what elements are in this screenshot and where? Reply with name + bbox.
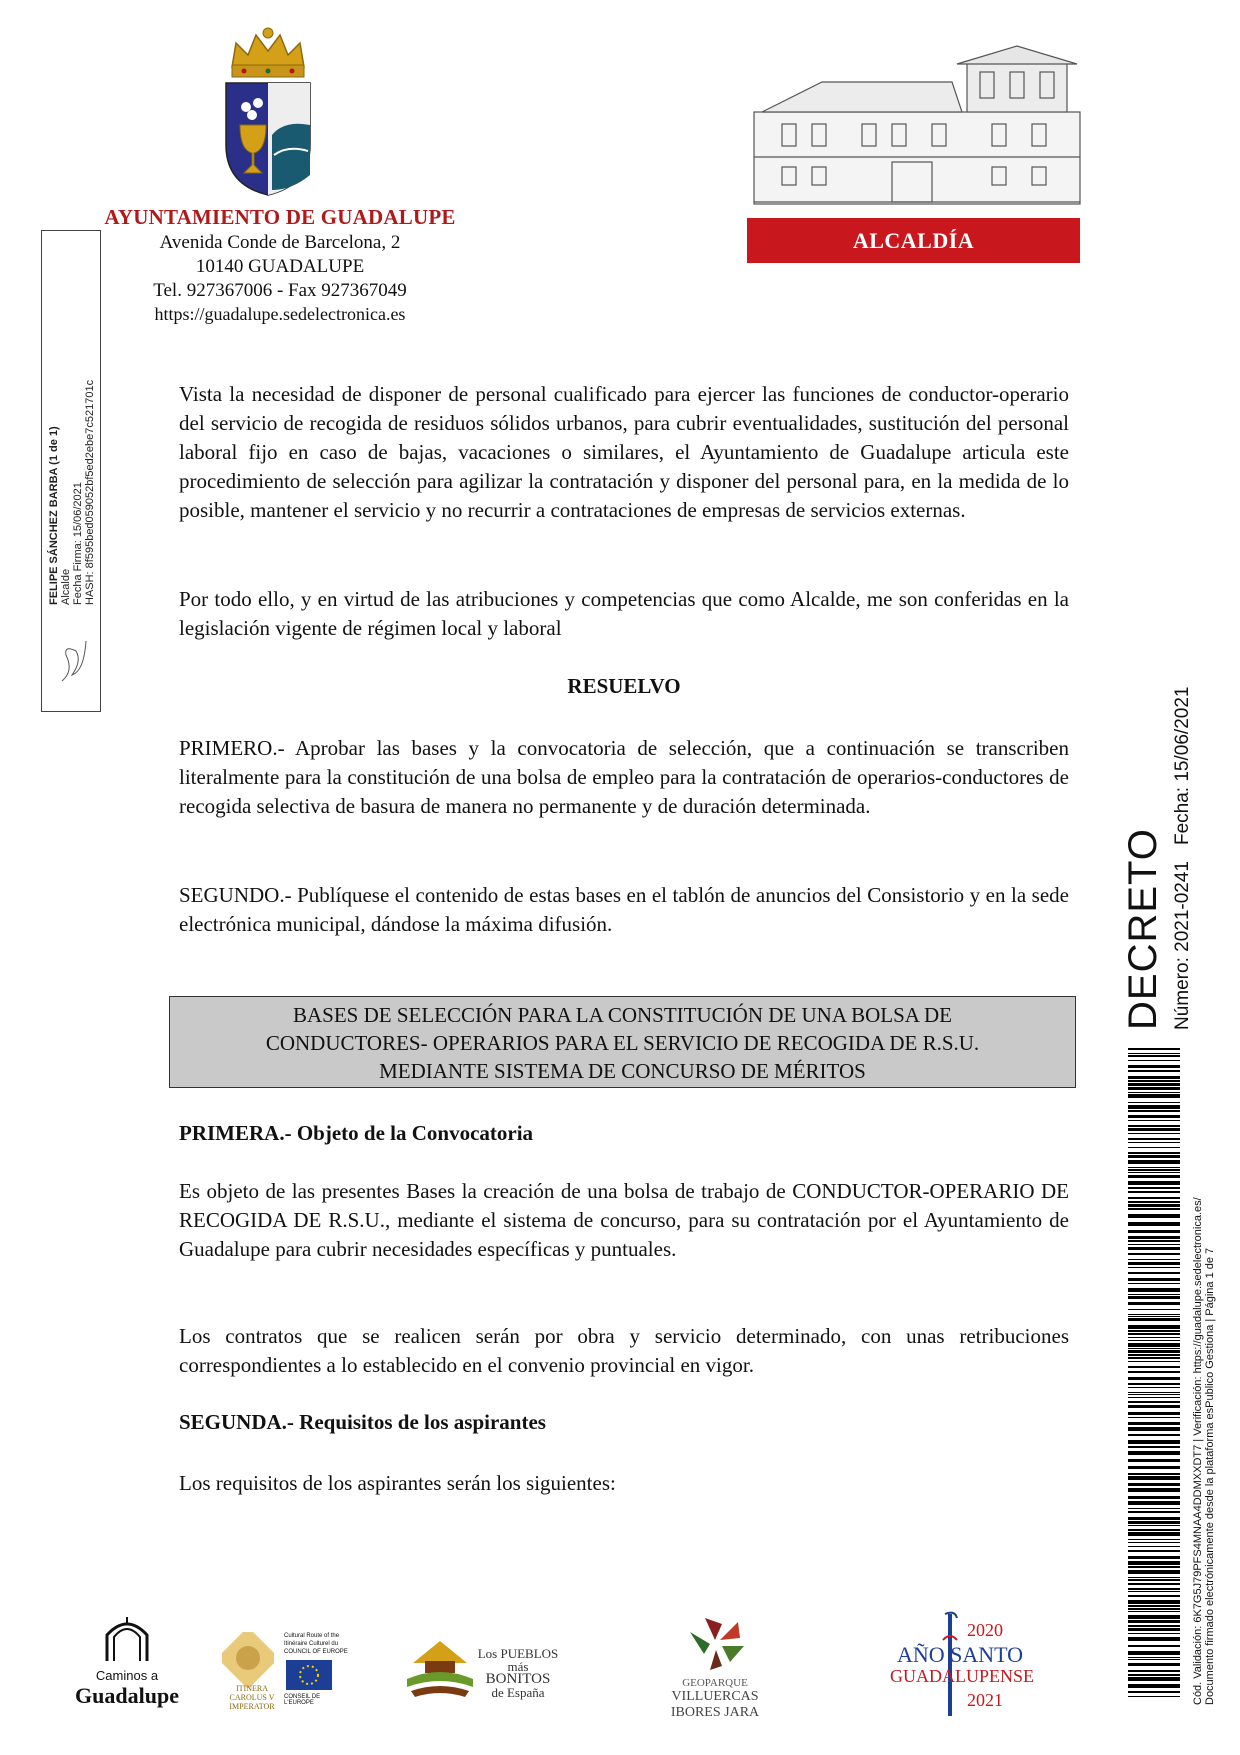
barcode-bar <box>1128 1466 1180 1469</box>
bases-title-line3: MEDIANTE SISTEMA DE CONCURSO DE MÉRITOS <box>379 1059 866 1083</box>
logo3-line2: BONITOS <box>485 1671 551 1687</box>
resolution-second: SEGUNDO.- Publíquese el contenido de estas bases en el tablón de anuncios del Consistorio y en la sede electrónica municipal, dándose la máxima difusión. <box>179 883 1069 936</box>
pueblos-bonitos-logo <box>405 1635 559 1705</box>
barcode-bar <box>1128 1366 1180 1368</box>
barcode-bar <box>1128 1053 1180 1054</box>
barcode-bar <box>1128 1197 1180 1199</box>
logo3-line3: de España <box>491 1685 545 1700</box>
barcode-bar <box>1128 1348 1180 1349</box>
logo1-top: Caminos a <box>95 1668 159 1683</box>
barcode-bar <box>1128 1383 1180 1385</box>
barcode-bar <box>1128 1125 1180 1127</box>
barcode-bar <box>1128 1080 1180 1082</box>
barcode-bar <box>1128 1253 1180 1255</box>
barcode-bar <box>1128 1160 1180 1164</box>
barcode-bar <box>1128 1236 1180 1239</box>
coat-of-arms-logo <box>222 25 314 197</box>
decree-number: Número: 2021-0241 <box>1172 861 1193 1030</box>
barcode-bar <box>1128 1076 1180 1079</box>
barcode-bar <box>1128 1561 1180 1565</box>
logo2-caption4: CONSEIL DE L'EUROPE <box>284 1694 321 1706</box>
signature-box <box>41 230 101 712</box>
barcode-bar <box>1128 1440 1180 1444</box>
barcode-bar <box>1128 1169 1180 1171</box>
barcode-bar <box>1128 1128 1180 1131</box>
barcode-bar <box>1128 1521 1180 1524</box>
itinera-carolus-logo <box>222 1632 347 1712</box>
barcode-bar <box>1128 1691 1180 1693</box>
barcode-bar <box>1128 1556 1180 1559</box>
barcode-bar <box>1128 1060 1180 1061</box>
barcode-bar <box>1128 1330 1180 1332</box>
barcode-bar <box>1128 1278 1180 1281</box>
barcode-bar <box>1128 1201 1180 1203</box>
logo4-line3: IBORES JARA <box>670 1705 760 1720</box>
barcode-bar <box>1128 1600 1180 1604</box>
barcode-bar <box>1128 1422 1180 1425</box>
validation-code <box>1192 1197 1216 1705</box>
resolution-first: PRIMERO.- Aprobar las bases y la convocatoria de selección, que a continuación se transcriben literalmente para la constitución de una bolsa de empleo para la contratación de operarios-conductores de recogida selectiva de basura de manera no permanente y de duración determinada. <box>179 736 1069 818</box>
barcode-bar <box>1128 1302 1180 1305</box>
barcode-bar <box>1128 1595 1180 1597</box>
barcode-bar <box>1128 1214 1180 1218</box>
barcode-bar <box>1128 1394 1180 1395</box>
barcode-bar <box>1128 1175 1180 1178</box>
barcode-bar <box>1128 1696 1180 1697</box>
intro-paragraph: Vista la necesidad de disponer de personal cualificado para ejercer las funciones de conductor-operario del servicio de recogida de residuos sólidos urbanos, para cubrir eventualidades, sustitución del personal laboral fijo en caso de bajas, vacaciones o similares, el Ayuntamiento de Guadalupe articula este procedimiento de selección para agilizar la contratación y disponer del personal para, en la medida de lo posible, mantener el servicio y no recurrir a contrataciones de empresas de servicios externas. <box>179 382 1069 522</box>
barcode-bar <box>1128 1371 1180 1373</box>
barcode-bar <box>1128 1296 1180 1299</box>
barcode-bar <box>1128 1230 1180 1233</box>
competence-paragraph: Por todo ello, y en virtud de las atribuciones y competencias que como Alcalde, me son conferidas en la legislación vigente de régimen local y laboral <box>179 587 1069 640</box>
barcode-bar <box>1128 1115 1180 1118</box>
barcode-bar <box>1128 1333 1180 1335</box>
barcode-bar <box>1128 1167 1180 1168</box>
barcode-bar <box>1128 1133 1180 1134</box>
barcode-bar <box>1128 1427 1180 1431</box>
barcode-bar <box>1128 1392 1180 1393</box>
barcode-bar <box>1128 1651 1180 1655</box>
barcode-bar <box>1128 1579 1180 1581</box>
decree-date: Fecha: 15/06/2021 <box>1172 686 1193 845</box>
barcode-bar <box>1128 1294 1180 1295</box>
organization-name: AYUNTAMIENTO DE GUADALUPE <box>104 205 456 229</box>
logo2-caption2: Itinéraire Culturel du <box>284 1641 339 1647</box>
eu-flag-icon <box>286 1660 332 1690</box>
logo5-year1: 2020 <box>967 1620 1003 1640</box>
signature-date: Fecha Firma: 15/06/2021 <box>72 482 84 605</box>
barcode-bar <box>1128 1570 1180 1574</box>
document-type-label: DECRETO <box>1121 828 1165 1030</box>
barcode-bar <box>1128 1361 1180 1362</box>
barcode-bar <box>1128 1267 1180 1268</box>
barcode-bar <box>1128 1350 1180 1353</box>
leaves-icon <box>660 1610 770 1672</box>
barcode-bar <box>1128 1147 1180 1148</box>
barcode-bar <box>1128 1244 1180 1245</box>
barcode-bar <box>1128 1611 1180 1612</box>
barcode-bar <box>1128 1387 1180 1388</box>
signer-name: FELIPE SÁNCHEZ BARBA (1 de 1) <box>48 426 60 605</box>
barcode-bar <box>1128 1204 1180 1207</box>
caminos-a-guadalupe-logo <box>62 1615 192 1710</box>
barcode-bar <box>1128 1566 1180 1568</box>
barcode-bar <box>1128 1496 1180 1499</box>
section-heading-segunda: SEGUNDA.- Requisitos de los aspirantes <box>179 1410 546 1434</box>
barcode-bar <box>1128 1155 1180 1158</box>
barcode-bar <box>1128 1670 1180 1672</box>
ano-santo-logo <box>885 1610 1035 1730</box>
barcode-bar <box>1128 1309 1180 1310</box>
barcode-bar <box>1128 1401 1180 1403</box>
validation-line2: Documento firmado electrónicamente desde la plataforma esPublico Gestiona | Página 1 de 7 <box>1204 1247 1216 1705</box>
barcode-bar <box>1128 1120 1180 1121</box>
address-website: https://guadalupe.sedelectronica.es <box>154 304 406 324</box>
barcode-bar <box>1128 1102 1180 1103</box>
barcode <box>1128 1048 1180 1698</box>
barcode-bar <box>1128 1684 1180 1688</box>
geoparque-logo <box>660 1610 770 1720</box>
barcode-bar <box>1128 1588 1180 1590</box>
barcode-bar <box>1128 1092 1180 1093</box>
barcode-bar <box>1128 1065 1180 1068</box>
objeto-paragraph: Es objeto de las presentes Bases la creación de una bolsa de trabajo de CONDUCTOR-OPERARIO DE RECOGIDA DE R.S.U., mediante el sistema de concurso, para su contratación por el Ayuntamiento de Guadalupe para cubrir necesidades específicas y puntuales. <box>179 1179 1069 1261</box>
barcode-bar <box>1128 1542 1180 1543</box>
logo2-name2: CAROLUS V <box>229 1693 275 1702</box>
barcode-bar <box>1128 1272 1180 1274</box>
barcode-bar <box>1128 1483 1180 1486</box>
barcode-bar <box>1128 1608 1180 1610</box>
barcode-bar <box>1128 1325 1180 1329</box>
signer-role: Alcalde <box>60 568 72 605</box>
barcode-bar <box>1128 1532 1180 1536</box>
barcode-bar <box>1128 1591 1180 1592</box>
barcode-bar <box>1128 1142 1180 1143</box>
address-phone: Tel. 927367006 - Fax 927367049 <box>153 280 407 301</box>
barcode-bar <box>1128 1529 1180 1531</box>
barcode-bar <box>1128 1262 1180 1265</box>
resolution-heading: RESUELVO <box>567 674 681 698</box>
barcode-bar <box>1128 1677 1180 1681</box>
address-street: Avenida Conde de Barcelona, 2 <box>159 232 401 253</box>
barcode-bar <box>1128 1314 1180 1315</box>
barcode-bar <box>1128 1473 1180 1475</box>
barcode-bar <box>1128 1663 1180 1666</box>
barcode-bar <box>1128 1539 1180 1540</box>
barcode-bar <box>1128 1337 1180 1338</box>
barcode-bar <box>1128 1208 1180 1210</box>
barcode-bar <box>1128 1105 1180 1109</box>
barcode-bar <box>1128 1110 1180 1112</box>
barcode-bar <box>1128 1517 1180 1520</box>
barcode-bar <box>1128 1659 1180 1660</box>
barcode-bar <box>1128 1488 1180 1492</box>
logo4-line2: VILLUERCAS <box>671 1689 759 1704</box>
signature-details <box>48 245 96 605</box>
barcode-bar <box>1128 1152 1180 1154</box>
requirements-intro: Los requisitos de los aspirantes serán los siguientes: <box>179 1471 616 1495</box>
contracts-paragraph: Los contratos que se realicen serán por obra y servicio determinado, con unas retribuciones correspondientes a lo establecido en el convenio provincial en vigor. <box>179 1324 1069 1377</box>
barcode-bar <box>1128 1628 1180 1631</box>
barcode-bar <box>1128 1657 1180 1658</box>
barcode-bar <box>1128 1412 1180 1415</box>
bases-title-line1: BASES DE SELECCIÓN PARA LA CONSTITUCIÓN DE UNA BOLSA DE <box>292 1003 953 1027</box>
barcode-bar <box>1128 1138 1180 1140</box>
logo2-name3: IMPERATOR <box>229 1702 275 1711</box>
barcode-bar <box>1128 1417 1180 1418</box>
logo1-bottom: Guadalupe <box>75 1683 179 1708</box>
barcode-bar <box>1128 1048 1180 1050</box>
barcode-bar <box>1128 1633 1180 1634</box>
barcode-bar <box>1128 1605 1180 1607</box>
carolus-emblem-icon <box>222 1632 274 1688</box>
logo5-line1: AÑO SANTO <box>896 1642 1024 1667</box>
barcode-bar <box>1128 1354 1180 1356</box>
barcode-bar <box>1128 1546 1180 1547</box>
barcode-bar <box>1128 1247 1180 1250</box>
barcode-bar <box>1128 1083 1180 1086</box>
barcode-bar <box>1128 1240 1180 1242</box>
barcode-bar <box>1128 1187 1180 1189</box>
section-heading-primera: PRIMERA.- Objeto de la Convocatoria <box>179 1121 534 1145</box>
barcode-bar <box>1128 1222 1180 1226</box>
barcode-bar <box>1128 1288 1180 1292</box>
barcode-bar <box>1128 1283 1180 1284</box>
logo2-caption3: COUNCIL OF EUROPE <box>284 1649 348 1655</box>
logo2-name1: ITINERA <box>236 1684 268 1693</box>
barcode-bar <box>1128 1070 1180 1072</box>
logo5-line2: GUADALUPENSE <box>890 1666 1034 1686</box>
barcode-bar <box>1128 1397 1180 1398</box>
barcode-bar <box>1128 1637 1180 1641</box>
barcode-bar <box>1128 1550 1180 1552</box>
barcode-bar <box>1128 1625 1180 1627</box>
bases-title-line2: CONDUCTORES- OPERARIOS PARA EL SERVICIO DE RECOGIDA DE R.S.U. <box>265 1031 980 1055</box>
barcode-bar <box>1128 1577 1180 1578</box>
barcode-bar <box>1128 1451 1180 1455</box>
barcode-bar <box>1128 1620 1180 1623</box>
barcode-bar <box>1128 1583 1180 1585</box>
barcode-bar <box>1128 1055 1180 1057</box>
department-banner: ALCALDÍA <box>747 218 1080 263</box>
barcode-bar <box>1128 1259 1180 1260</box>
barcode-bar <box>1128 1674 1180 1676</box>
barcode-bar <box>1128 1508 1180 1509</box>
address-city: 10140 GUADALUPE <box>195 256 365 277</box>
barcode-bar <box>1128 1615 1180 1619</box>
barcode-bar <box>1128 1181 1180 1185</box>
barcode-bar <box>1128 1377 1180 1380</box>
barcode-bar <box>1128 1316 1180 1317</box>
barcode-bar <box>1128 1501 1180 1505</box>
barcode-bar <box>1128 1340 1180 1341</box>
barcode-bar <box>1128 1476 1180 1480</box>
arch-icon <box>62 1615 192 1663</box>
barcode-bar <box>1128 1318 1180 1321</box>
barcode-bar <box>1128 1087 1180 1090</box>
barcode-bar <box>1128 1357 1180 1359</box>
barcode-bar <box>1128 1172 1180 1173</box>
bases-title-box <box>169 996 1076 1088</box>
logo5-year2: 2021 <box>967 1690 1003 1710</box>
barcode-bar <box>1128 1511 1180 1513</box>
handwritten-signature <box>56 631 90 691</box>
logo2-caption1: Cultural Route of the <box>284 1633 340 1639</box>
barcode-bar <box>1128 1434 1180 1436</box>
barcode-bar <box>1128 1446 1180 1448</box>
barcode-bar <box>1128 1343 1180 1347</box>
barcode-bar <box>1128 1459 1180 1462</box>
barcode-bar <box>1128 1405 1180 1408</box>
logo4-line1: GEOPARQUE <box>682 1677 748 1689</box>
barcode-bar <box>1128 1645 1180 1647</box>
logo3-line1: Los PUEBLOS más <box>477 1646 559 1674</box>
barcode-bar <box>1128 1191 1180 1193</box>
town-hall-drawing <box>752 42 1082 207</box>
barcode-bar <box>1128 1094 1180 1098</box>
barcode-bar <box>1128 1525 1180 1526</box>
signature-hash: HASH: 8f595bed059052bf5ed2ebe7c521701c <box>84 379 96 605</box>
validation-line1: Cód. Validación: 6K7G5J79PFS4MNAA4DDMXXDT7 | Verificación: https://guadalupe.sedelectronica.es/ <box>1192 1197 1204 1705</box>
house-hills-icon <box>405 1635 475 1701</box>
